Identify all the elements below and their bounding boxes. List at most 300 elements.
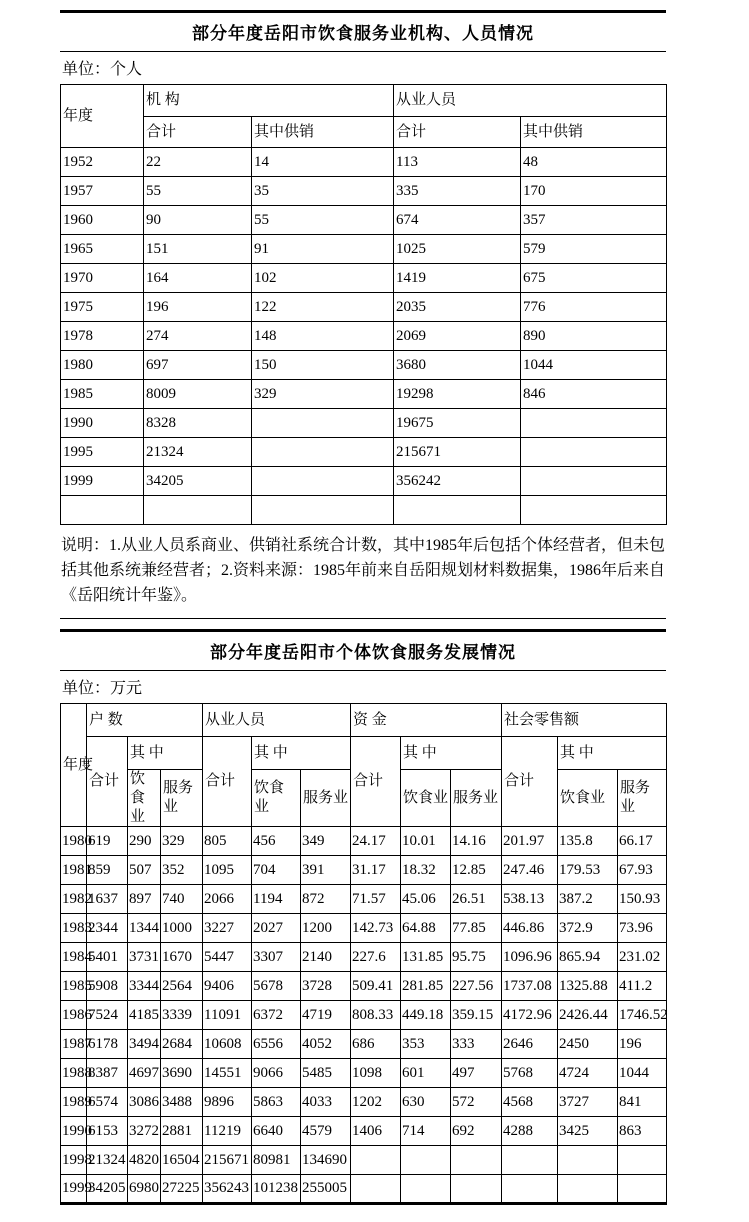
table1-header-row-2 <box>61 117 667 148</box>
table-cell: 5768 <box>502 1059 558 1088</box>
table-cell: 1988 <box>61 1059 87 1088</box>
table-cell: 4052 <box>301 1030 351 1059</box>
table-cell: 8387 <box>87 1059 128 1088</box>
table-cell: 1998 <box>61 1146 87 1175</box>
table-row <box>61 380 667 409</box>
table-cell: 356243 <box>203 1175 252 1204</box>
table-cell: 227.56 <box>451 972 502 1001</box>
table1-section <box>60 10 666 619</box>
table2-retail-among: 其 中 <box>558 737 667 770</box>
table-cell: 7524 <box>87 1001 128 1030</box>
table-cell: 196 <box>144 293 252 322</box>
table-cell: 1983 <box>61 914 87 943</box>
table-cell: 329 <box>252 380 394 409</box>
table-cell: 1670 <box>161 943 203 972</box>
table-cell: 6178 <box>87 1030 128 1059</box>
table-row <box>61 438 667 467</box>
table-cell: 102 <box>252 264 394 293</box>
table-cell: 2564 <box>161 972 203 1001</box>
table-cell: 4697 <box>128 1059 161 1088</box>
table2-col-emp-food: 饮食业 <box>252 770 301 827</box>
table-cell: 24.17 <box>351 827 401 856</box>
table-cell: 4820 <box>128 1146 161 1175</box>
table-cell: 55 <box>144 177 252 206</box>
table-cell: 4288 <box>502 1117 558 1146</box>
table-cell <box>144 496 252 525</box>
table-cell: 164 <box>144 264 252 293</box>
table-cell: 2140 <box>301 943 351 972</box>
table-cell: 1406 <box>351 1117 401 1146</box>
table-row <box>61 1001 667 1030</box>
table-cell: 45.06 <box>401 885 451 914</box>
table-cell <box>502 1146 558 1175</box>
table-cell: 3690 <box>161 1059 203 1088</box>
table-row <box>61 1088 667 1117</box>
table-cell: 1999 <box>61 467 144 496</box>
table-cell <box>61 496 144 525</box>
table-cell: 2450 <box>558 1030 618 1059</box>
table-cell: 1984 <box>61 943 87 972</box>
table-row <box>61 409 667 438</box>
table-cell: 1982 <box>61 885 87 914</box>
table-row <box>61 1030 667 1059</box>
table-cell: 1095 <box>203 856 252 885</box>
table2-fund-among: 其 中 <box>401 737 502 770</box>
table-cell: 2069 <box>394 322 521 351</box>
table-cell: 865.94 <box>558 943 618 972</box>
table-cell: 507 <box>128 856 161 885</box>
table-cell: 14551 <box>203 1059 252 1088</box>
table-cell: 67.93 <box>618 856 667 885</box>
table2-col-emp-service: 服务业 <box>301 770 351 827</box>
table-cell: 3731 <box>128 943 161 972</box>
table-cell: 357 <box>521 206 667 235</box>
table-cell <box>252 467 394 496</box>
table-cell: 1344 <box>128 914 161 943</box>
table-cell: 3272 <box>128 1117 161 1146</box>
table-cell: 359.15 <box>451 1001 502 1030</box>
table2-col-fund-total: 合计 <box>351 737 401 827</box>
table-cell: 55 <box>252 206 394 235</box>
table-cell: 387.2 <box>558 885 618 914</box>
table-cell <box>252 409 394 438</box>
table-cell: 26.51 <box>451 885 502 914</box>
table-cell: 11091 <box>203 1001 252 1030</box>
table1-col-inst-supply: 其中供销 <box>252 117 394 148</box>
table-cell: 2684 <box>161 1030 203 1059</box>
table-cell: 4568 <box>502 1088 558 1117</box>
table-cell: 31.17 <box>351 856 401 885</box>
table2-group-households: 户 数 <box>87 704 203 737</box>
table-cell: 170 <box>521 177 667 206</box>
table-cell: 1746.52 <box>618 1001 667 1030</box>
table2-col-retail-food: 饮食业 <box>558 770 618 827</box>
table-cell <box>618 1146 667 1175</box>
table-cell: 34205 <box>87 1175 128 1204</box>
table-cell: 579 <box>521 235 667 264</box>
table2-group-employees: 从业人员 <box>203 704 351 737</box>
table-cell: 4185 <box>128 1001 161 1030</box>
table-cell: 805 <box>203 827 252 856</box>
table2-hh-among: 其 中 <box>128 737 203 770</box>
table-cell: 48 <box>521 148 667 177</box>
table-cell: 274 <box>144 322 252 351</box>
table2-header-row-1 <box>61 704 667 737</box>
table2-header-row-2 <box>61 737 667 770</box>
table-cell: 601 <box>401 1059 451 1088</box>
table-cell: 353 <box>401 1030 451 1059</box>
table2-col-hh-food: 饮食业 <box>128 770 161 827</box>
table-cell <box>401 1175 451 1204</box>
table-cell: 674 <box>394 206 521 235</box>
table-cell: 122 <box>252 293 394 322</box>
table-cell <box>252 496 394 525</box>
table-cell: 1980 <box>61 827 87 856</box>
table-cell: 776 <box>521 293 667 322</box>
table-cell: 64.88 <box>401 914 451 943</box>
table-cell <box>618 1175 667 1204</box>
table-cell: 6574 <box>87 1088 128 1117</box>
table-cell: 1325.88 <box>558 972 618 1001</box>
table-cell: 619 <box>87 827 128 856</box>
table-cell: 329 <box>161 827 203 856</box>
table-cell: 2344 <box>87 914 128 943</box>
table-cell: 3488 <box>161 1088 203 1117</box>
table-row <box>61 206 667 235</box>
table1-body <box>61 148 667 525</box>
table1-header <box>61 85 667 148</box>
table-cell <box>451 1146 502 1175</box>
table-cell: 1202 <box>351 1088 401 1117</box>
table-cell: 3425 <box>558 1117 618 1146</box>
table-cell: 1990 <box>61 409 144 438</box>
table-cell: 391 <box>301 856 351 885</box>
table-cell: 16504 <box>161 1146 203 1175</box>
table-cell <box>351 1146 401 1175</box>
table-cell: 890 <box>521 322 667 351</box>
table-row <box>61 1117 667 1146</box>
table-cell: 1989 <box>61 1088 87 1117</box>
table2-col-hh-total: 合计 <box>87 737 128 827</box>
table-cell: 863 <box>618 1117 667 1146</box>
table-cell: 22 <box>144 148 252 177</box>
table-cell: 5678 <box>252 972 301 1001</box>
table-cell: 1980 <box>61 351 144 380</box>
table-cell: 2066 <box>203 885 252 914</box>
table-cell: 231.02 <box>618 943 667 972</box>
table-row <box>61 856 667 885</box>
table-cell: 704 <box>252 856 301 885</box>
table-cell: 2881 <box>161 1117 203 1146</box>
table-cell: 290 <box>128 827 161 856</box>
table-cell: 356242 <box>394 467 521 496</box>
table-row <box>61 972 667 1001</box>
table-cell: 740 <box>161 885 203 914</box>
table-cell: 27225 <box>161 1175 203 1204</box>
table-row <box>61 264 667 293</box>
table-cell: 21324 <box>87 1146 128 1175</box>
table-row <box>61 943 667 972</box>
table-cell: 12.85 <box>451 856 502 885</box>
table1-group-employees: 从业人员 <box>394 85 667 117</box>
table-cell: 846 <box>521 380 667 409</box>
table1-group-institutions: 机 构 <box>144 85 394 117</box>
table-cell: 227.6 <box>351 943 401 972</box>
table-cell: 80981 <box>252 1146 301 1175</box>
table-cell: 9896 <box>203 1088 252 1117</box>
table-cell: 2646 <box>502 1030 558 1059</box>
table-cell: 196 <box>618 1030 667 1059</box>
table-cell: 5908 <box>87 972 128 1001</box>
table-cell: 1025 <box>394 235 521 264</box>
table-cell: 538.13 <box>502 885 558 914</box>
table-cell: 1986 <box>61 1001 87 1030</box>
table-cell: 35 <box>252 177 394 206</box>
table-cell: 349 <box>301 827 351 856</box>
table-row <box>61 1146 667 1175</box>
table2-section <box>60 629 666 1205</box>
table-cell: 872 <box>301 885 351 914</box>
table-row <box>61 322 667 351</box>
table-cell: 34205 <box>144 467 252 496</box>
table1-title: 部分年度岳阳市饮食服务业机构、人员情况 <box>60 13 666 52</box>
table2-emp-among: 其 中 <box>252 737 351 770</box>
table-cell: 572 <box>451 1088 502 1117</box>
table-cell: 1952 <box>61 148 144 177</box>
table-cell: 2426.44 <box>558 1001 618 1030</box>
table-row <box>61 351 667 380</box>
table-cell: 255005 <box>301 1175 351 1204</box>
table-row <box>61 885 667 914</box>
table-cell: 372.9 <box>558 914 618 943</box>
table-cell: 1999 <box>61 1175 87 1204</box>
table-cell <box>558 1175 618 1204</box>
table-cell: 1960 <box>61 206 144 235</box>
table2-col-fund-service: 服务业 <box>451 770 502 827</box>
table-cell: 10608 <box>203 1030 252 1059</box>
table-cell: 335 <box>394 177 521 206</box>
table-cell: 1990 <box>61 1117 87 1146</box>
table2-col-hh-service: 服务业 <box>161 770 203 827</box>
table-cell: 3727 <box>558 1088 618 1117</box>
table1-unit-label: 单位：个人 <box>62 61 143 78</box>
table-cell: 3344 <box>128 972 161 1001</box>
table-cell: 4033 <box>301 1088 351 1117</box>
table-row <box>61 148 667 177</box>
table-cell: 150.93 <box>618 885 667 914</box>
table-cell: 113 <box>394 148 521 177</box>
table-cell: 1096.96 <box>502 943 558 972</box>
table-cell <box>502 1175 558 1204</box>
table-cell: 333 <box>451 1030 502 1059</box>
table2 <box>60 703 667 1205</box>
table-cell: 456 <box>252 827 301 856</box>
table-row <box>61 467 667 496</box>
table-cell: 1419 <box>394 264 521 293</box>
table-cell: 131.85 <box>401 943 451 972</box>
table-cell: 1965 <box>61 235 144 264</box>
table-cell: 808.33 <box>351 1001 401 1030</box>
table-cell <box>521 409 667 438</box>
table2-title: 部分年度岳阳市个体饮食服务发展情况 <box>60 632 666 671</box>
table1 <box>60 84 667 525</box>
table-cell: 697 <box>144 351 252 380</box>
table-cell: 1978 <box>61 322 144 351</box>
table-cell: 1975 <box>61 293 144 322</box>
table-cell: 1044 <box>618 1059 667 1088</box>
table-cell: 18.32 <box>401 856 451 885</box>
table-cell: 509.41 <box>351 972 401 1001</box>
table2-group-funds: 资 金 <box>351 704 502 737</box>
table-cell: 101238 <box>252 1175 301 1204</box>
table-cell <box>521 496 667 525</box>
table-cell: 142.73 <box>351 914 401 943</box>
table-cell: 10.01 <box>401 827 451 856</box>
table-cell: 6153 <box>87 1117 128 1146</box>
table-cell: 1981 <box>61 856 87 885</box>
table-cell: 9066 <box>252 1059 301 1088</box>
table1-col-emp-total: 合计 <box>394 117 521 148</box>
table-cell: 5401 <box>87 943 128 972</box>
table-cell: 3728 <box>301 972 351 1001</box>
table-cell <box>451 1175 502 1204</box>
table-cell <box>558 1146 618 1175</box>
table-cell: 73.96 <box>618 914 667 943</box>
table-row <box>61 914 667 943</box>
table1-header-row-1 <box>61 85 667 117</box>
table-cell: 11219 <box>203 1117 252 1146</box>
table-cell: 1044 <box>521 351 667 380</box>
table-cell: 19298 <box>394 380 521 409</box>
table-cell: 2035 <box>394 293 521 322</box>
table2-col-retail-service: 服务业 <box>618 770 667 827</box>
table-cell: 14.16 <box>451 827 502 856</box>
table1-col-inst-total: 合计 <box>144 117 252 148</box>
table-cell: 1200 <box>301 914 351 943</box>
table-row <box>61 1175 667 1204</box>
table-cell: 215671 <box>203 1146 252 1175</box>
table-cell: 897 <box>128 885 161 914</box>
table-row <box>61 1059 667 1088</box>
table-cell <box>401 1146 451 1175</box>
table-cell <box>521 467 667 496</box>
table-cell: 411.2 <box>618 972 667 1001</box>
table-cell: 1000 <box>161 914 203 943</box>
table-cell: 1970 <box>61 264 144 293</box>
table-cell: 675 <box>521 264 667 293</box>
table2-col-year: 年度 <box>61 704 87 827</box>
table2-col-retail-total: 合计 <box>502 737 558 827</box>
table1-col-emp-supply: 其中供销 <box>521 117 667 148</box>
table-cell: 9406 <box>203 972 252 1001</box>
table-cell: 201.97 <box>502 827 558 856</box>
table1-note: 说明：1.从业人员系商业、供销社系统合计数，其中1985年后包括个体经营者，但未包括其他系统兼经营者；2.资料来源：1985年前来自岳阳规划材料数据集，1986年后来自《岳阳统计年鉴》。 <box>61 537 666 604</box>
table-row <box>61 177 667 206</box>
table-cell: 91 <box>252 235 394 264</box>
table2-header <box>61 704 667 827</box>
table-cell: 3227 <box>203 914 252 943</box>
table-cell: 3339 <box>161 1001 203 1030</box>
table-cell: 151 <box>144 235 252 264</box>
table-cell: 352 <box>161 856 203 885</box>
table-cell: 6980 <box>128 1175 161 1204</box>
table-cell: 95.75 <box>451 943 502 972</box>
table-cell <box>252 438 394 467</box>
table-cell: 6640 <box>252 1117 301 1146</box>
table-cell: 21324 <box>144 438 252 467</box>
table-cell: 1098 <box>351 1059 401 1088</box>
table-cell: 630 <box>401 1088 451 1117</box>
table-cell: 247.46 <box>502 856 558 885</box>
table-cell <box>521 438 667 467</box>
table-cell: 1957 <box>61 177 144 206</box>
table-row <box>61 293 667 322</box>
table-cell: 841 <box>618 1088 667 1117</box>
table-cell: 179.53 <box>558 856 618 885</box>
table-cell: 8328 <box>144 409 252 438</box>
table-cell: 4719 <box>301 1001 351 1030</box>
table-row <box>61 827 667 856</box>
table-cell: 1995 <box>61 438 144 467</box>
table-row <box>61 496 667 525</box>
table-cell: 4579 <box>301 1117 351 1146</box>
table-cell: 1987 <box>61 1030 87 1059</box>
table-cell: 4724 <box>558 1059 618 1088</box>
table-cell: 1985 <box>61 380 144 409</box>
table-cell: 449.18 <box>401 1001 451 1030</box>
table2-body <box>61 827 667 1204</box>
table-cell: 714 <box>401 1117 451 1146</box>
table-cell: 8009 <box>144 380 252 409</box>
table-row <box>61 235 667 264</box>
table2-col-emp-total: 合计 <box>203 737 252 827</box>
table-cell: 135.8 <box>558 827 618 856</box>
table-cell: 5863 <box>252 1088 301 1117</box>
table-cell: 1637 <box>87 885 128 914</box>
table-cell: 77.85 <box>451 914 502 943</box>
table-cell: 3494 <box>128 1030 161 1059</box>
table-cell: 2027 <box>252 914 301 943</box>
table1-col-year: 年度 <box>61 85 144 148</box>
table-cell: 281.85 <box>401 972 451 1001</box>
table-cell: 90 <box>144 206 252 235</box>
table-cell: 686 <box>351 1030 401 1059</box>
table-cell: 692 <box>451 1117 502 1146</box>
table-cell: 4172.96 <box>502 1001 558 1030</box>
table2-group-retail: 社会零售额 <box>502 704 667 737</box>
table-cell: 497 <box>451 1059 502 1088</box>
table-cell: 215671 <box>394 438 521 467</box>
table-cell: 859 <box>87 856 128 885</box>
table-cell: 19675 <box>394 409 521 438</box>
table-cell: 134690 <box>301 1146 351 1175</box>
table-cell: 148 <box>252 322 394 351</box>
table-cell: 3680 <box>394 351 521 380</box>
table-cell: 6556 <box>252 1030 301 1059</box>
table-cell: 6372 <box>252 1001 301 1030</box>
table-cell: 150 <box>252 351 394 380</box>
table-cell: 14 <box>252 148 394 177</box>
table-cell: 1194 <box>252 885 301 914</box>
table-cell <box>394 496 521 525</box>
table-cell: 5485 <box>301 1059 351 1088</box>
table-cell: 71.57 <box>351 885 401 914</box>
table-cell: 3307 <box>252 943 301 972</box>
table-cell <box>351 1175 401 1204</box>
table-cell: 66.17 <box>618 827 667 856</box>
table2-unit-label: 单位：万元 <box>62 680 143 697</box>
table-cell: 5447 <box>203 943 252 972</box>
